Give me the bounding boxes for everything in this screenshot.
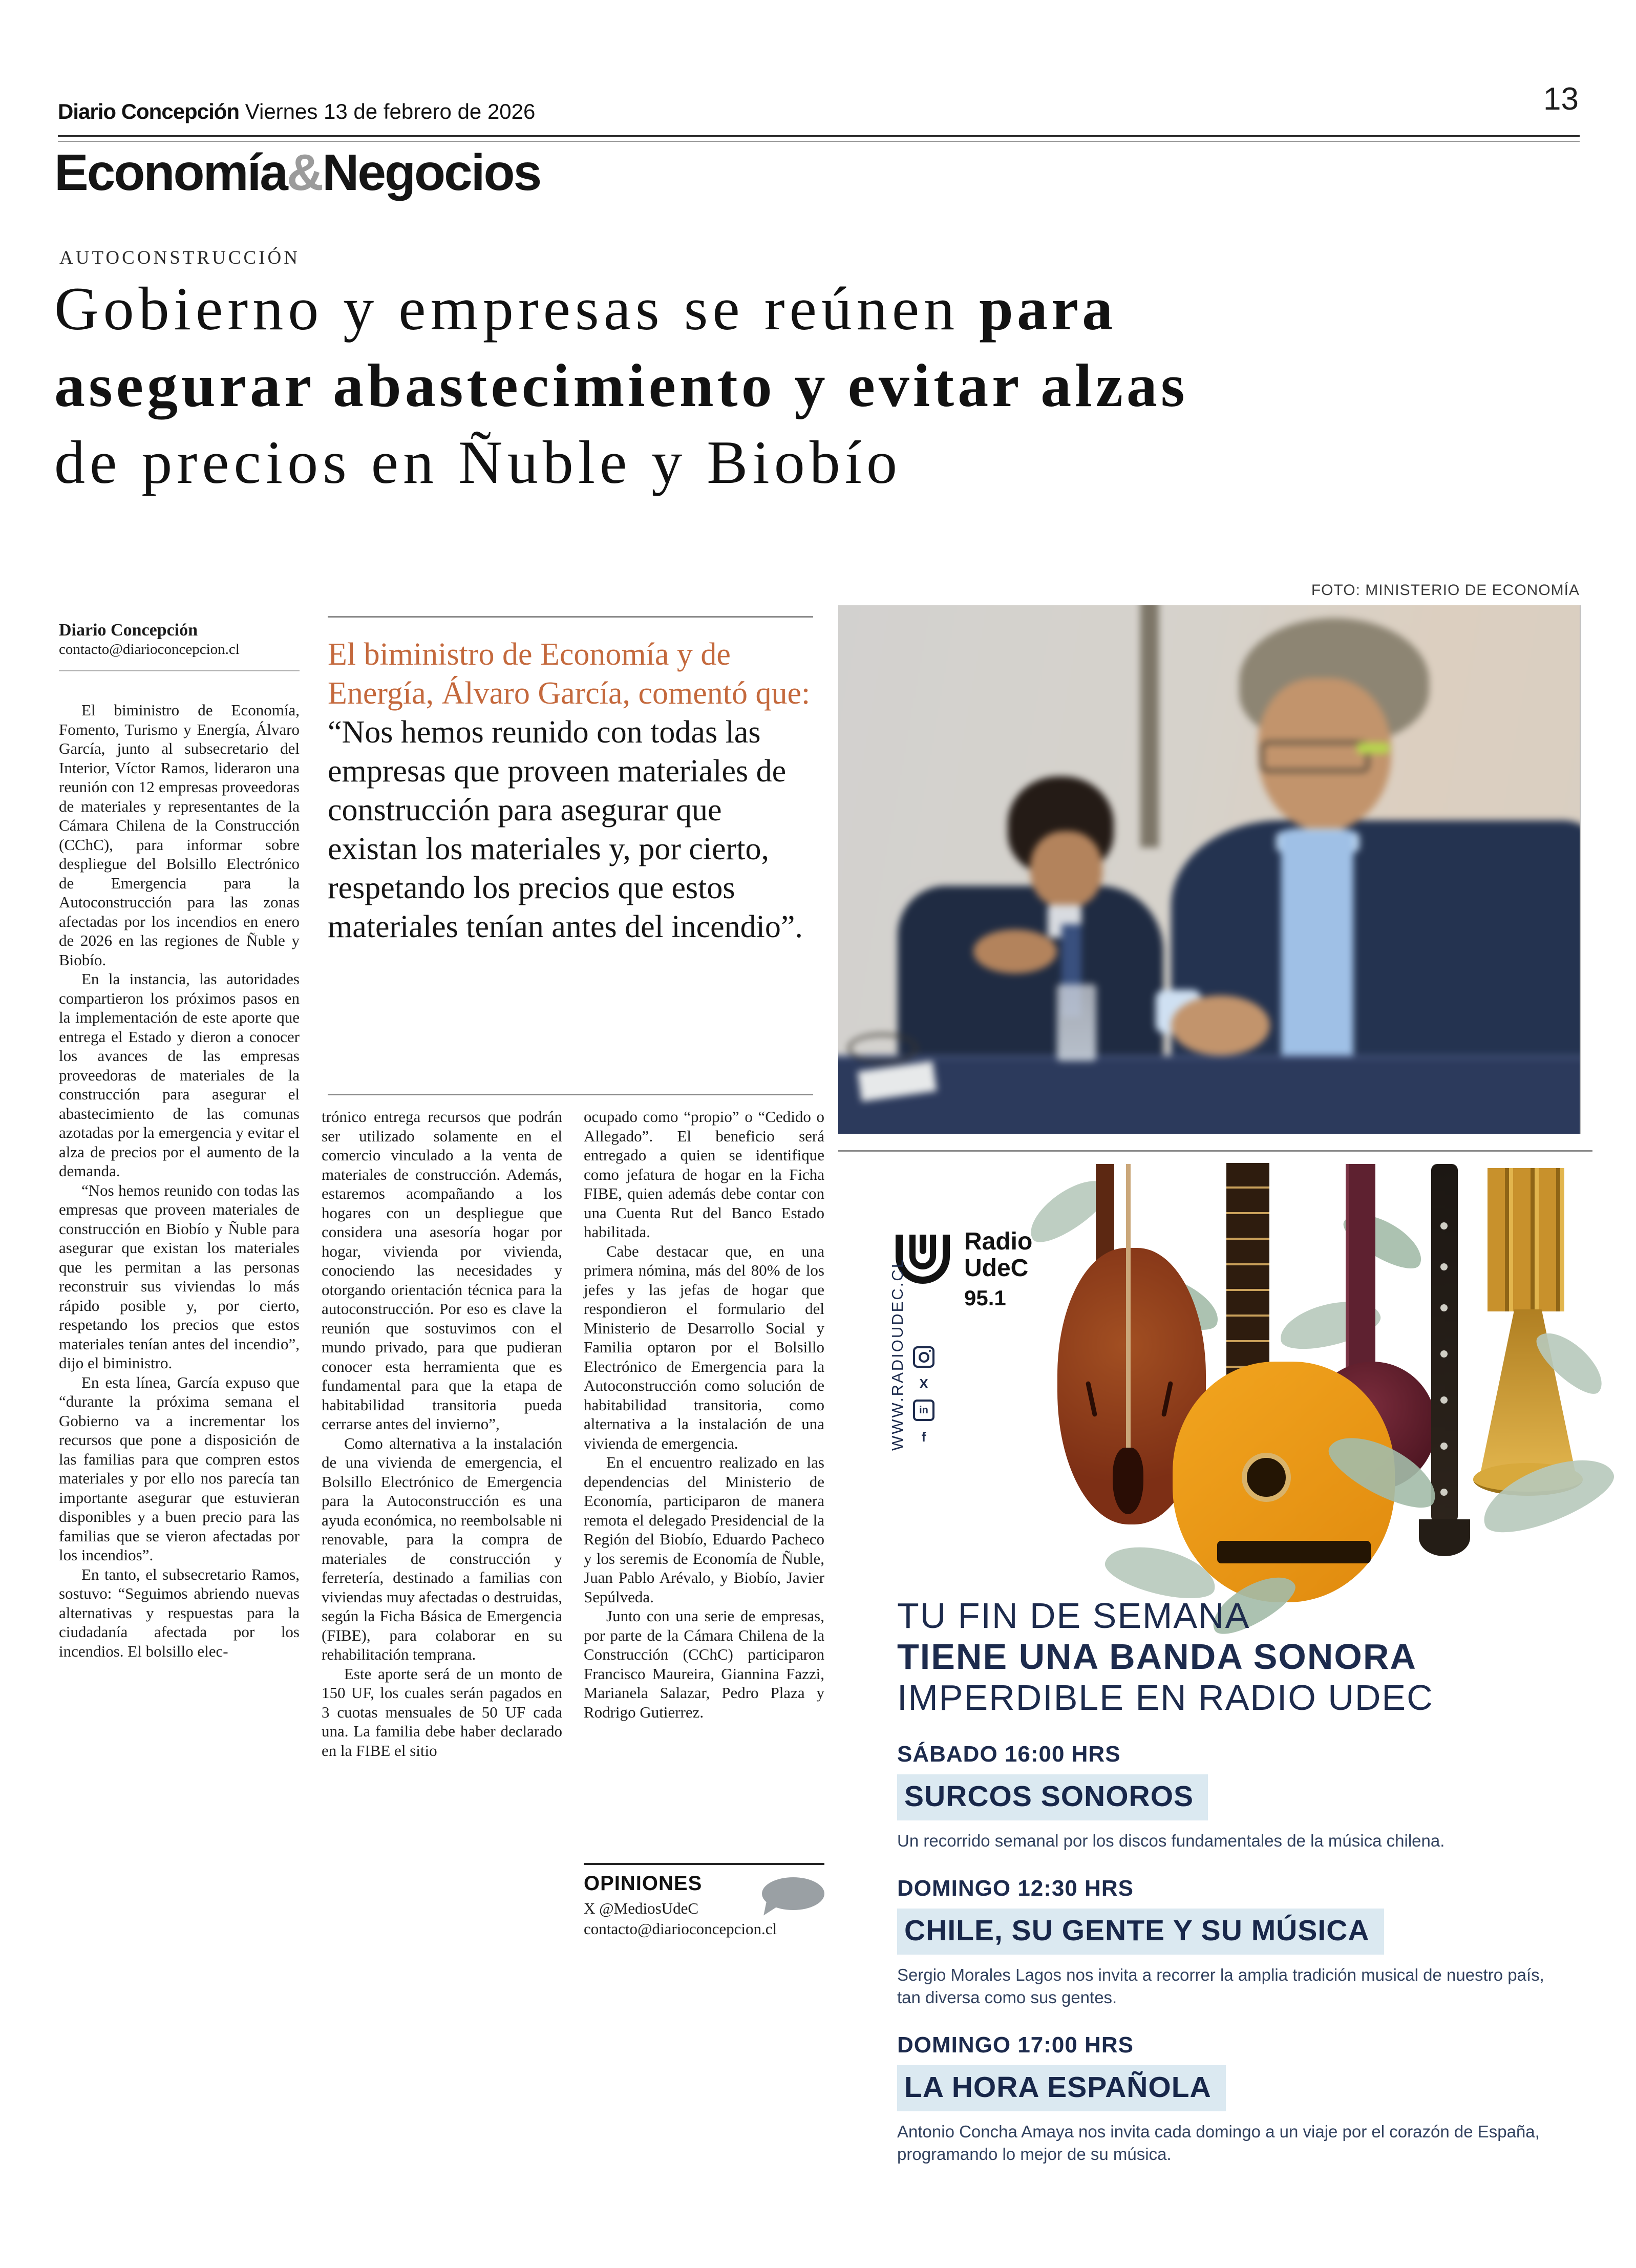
show-description: Antonio Concha Amaya nos invita cada domingo a un viaje por el corazón de España, programando lo mejor de su música.	[897, 2122, 1540, 2164]
trumpet-icon	[1488, 1168, 1564, 1311]
byline-rule	[59, 670, 300, 671]
masthead	[58, 99, 535, 124]
radio-udec-ad[interactable]	[838, 1150, 1592, 2164]
x-icon[interactable]: X	[919, 1375, 928, 1391]
station-name: Radio UdeC	[964, 1228, 1033, 1282]
opinions-title: OPINIONES	[584, 1872, 703, 1895]
tanpura-icon	[1346, 1164, 1375, 1384]
schedule-item	[897, 1876, 1563, 2009]
pull-quote-rule	[328, 1094, 813, 1095]
ad-schedule	[897, 1742, 1563, 2166]
show-time: DOMINGO 12:30 HRS	[897, 1876, 1134, 1901]
body-paragraph: En el encuentro realizado en las dependencias del Ministerio de Economía, participaron de manera remota el delegado Presidencial de la Región del Biobío, Eduardo Pacheco y los seremis de Economía de Ñuble, Juan Pablo Arévalo, y Biobío, Javier Sepúlveda.	[584, 1453, 824, 1606]
body-paragraph: “Nos hemos reunido con todas las empresas que proveen materiales de construcción en Biobío y Ñuble para asegurar que existan los materiales que les permitan a las personas reconstruir sus viviendas lo más rápido posible y, por cierto, respetando los precios que estos materiales tenían antes del incendio”, dijo el biministro.	[59, 1181, 300, 1372]
section-ampersand: &	[286, 144, 323, 201]
body-paragraph: En la instancia, las autoridades compartieron los próximos pasos en la implementación de este aporte que entrega el Estado y dieron a conocer los avances de las empresas proveedoras de materiales de la construcción para asegurar el abastecimiento de las comunas azotadas por la emergencia y evitar el alza de precios por el aumento de la demanda.	[59, 970, 300, 1180]
article-photo	[838, 605, 1581, 1134]
ad-content	[897, 1595, 1563, 2166]
station-website[interactable]: WWW.RADIOUDEC.CL	[888, 1258, 906, 1451]
show-title: LA HORA ESPAÑOLA	[897, 2065, 1226, 2111]
clarinet-icon	[1431, 1164, 1458, 1522]
show-time: SÁBADO 16:00 HRS	[897, 1742, 1121, 1767]
body-paragraph: trónico entrega recursos que podrán ser utilizado solamente en el comercio vinculado a la venta de materiales de construcción. Además, estaremos acompañando a los hogares con un despliegue que considera una asesoría hogar por hogar, vivienda por vivienda, conociendo las necesidades y otorgando orientación técnica para la autoconstrucción. Por eso es clave la reunión que sostuvimos con el mundo privado, para que pudieran conocer esta herramienta que es fundamental para que la etapa de habitabilidad transitoria pueda cerrarse antes del invierno”,	[322, 1108, 562, 1433]
schedule-item	[897, 1742, 1563, 1852]
masthead-date: Viernes 13 de febrero de 2026	[239, 99, 536, 123]
photo-credit: FOTO: MINISTERIO DE ECONOMÍA	[1311, 582, 1580, 599]
station-frequency: 95.1	[964, 1286, 1006, 1310]
article-headline: Gobierno y empresas se reúnen para asegurar abastecimiento y evitar alzas de precios en Ñuble y Biobío	[54, 274, 1188, 496]
pull-quote	[328, 616, 813, 946]
body-paragraph: Cabe destacar que, en una primera nómina, más del 80% de los jefes y las jefas de hogar que respondieron el formulario del Ministerio de Desarrollo Social y Familia optaron por el Bolsillo Electrónico de Emergencia para la Autoconstrucción como solución de habitabilidad transitoria, como alternativa a la instalación de una vivienda de emergencia.	[584, 1242, 824, 1452]
opinions-x-handle[interactable]: X @MediosUdeC	[584, 1899, 699, 1917]
body-paragraph: En tanto, el subsecretario Ramos, sostuvo: “Seguimos abriendo nuevas alternativas y respuestas para la ciudadanía afectada por los incendios. El bolsillo elec-	[59, 1565, 300, 1660]
opinions-email[interactable]: contacto@diarioconcepcion.cl	[584, 1920, 777, 1938]
photo-scene	[838, 605, 1581, 1134]
section-title: Economía&Negocios	[54, 144, 541, 201]
instagram-icon[interactable]	[913, 1346, 934, 1368]
body-paragraph: Este aporte será de un monto de 150 UF, los cuales serán pagados en 3 cuotas mensuales de 50 UF cada una. La familia debe haber declarado en la FIBE el sitio	[322, 1664, 562, 1760]
social-icons	[913, 1346, 934, 1446]
body-paragraph: En esta línea, García expuso que “durante la próxima semana el Gobierno va a incrementar los recursos que pone a disposición de las familias para que compren estos materiales y por ello nos parecía tan importante asegurar que estuvieran disponibles y a buen precio para las familias que se vieron afectadas por los incendios”.	[59, 1373, 300, 1564]
show-title: SURCOS SONOROS	[897, 1774, 1208, 1820]
schedule-item	[897, 2032, 1563, 2166]
pull-quote-lead: El biministro de Economía y de Energía, Álvaro García, comentó que:	[328, 637, 811, 711]
body-paragraph: Junto con una serie de empresas, por parte de la Cámara Chilena de la Construcción (CChC) participaron Francisco Maureira, Giannina Fazzi, Marianela Salazar, Pedro Plaza y Rodrigo Gutierrez.	[584, 1607, 824, 1721]
show-time: DOMINGO 17:00 HRS	[897, 2032, 1134, 2058]
page-number: 13	[1543, 81, 1579, 117]
masthead-brand: Diario Concepción	[58, 99, 240, 123]
body-column-2	[322, 1107, 562, 1906]
show-description: Sergio Morales Lagos nos invita a recorrer la amplia tradición musical de nuestro país, tan diversa como sus gentes.	[897, 1965, 1544, 2007]
body-paragraph: Como alternativa a la instalación de una vivienda de emergencia, el Bolsillo Electrónico de Emergencia para la Autoconstrucción es una ayuda económica, no reembolsable ni renovable, para la compra de materiales de construcción y ferretería, destinado a familias con viviendas muy afectadas o destruidas, según la Ficha Básica de Emergencia (FIBE), para colaborar en su rehabilitación temprana.	[322, 1434, 562, 1663]
body-paragraph: ocupado como “propio” o “Cedido o Allegado”. El beneficio será entregado a quien se identifique como jefatura de hogar en la Ficha FIBE, quien además debe contar con una Cuenta Rut del Banco Estado habilitada.	[584, 1108, 824, 1241]
linkedin-icon[interactable]: in	[913, 1400, 934, 1421]
byline-email[interactable]: contacto@diarioconcepcion.cl	[59, 641, 240, 658]
guitar-icon	[1226, 1163, 1269, 1383]
opinions-block	[584, 1863, 824, 1938]
body-column-3	[584, 1107, 824, 1860]
instruments-illustration	[1038, 1161, 1592, 1612]
pull-quote-text: “Nos hemos reunido con todas las empresas que proveen materiales de construcción para asegurar que existan los materiales y, por cierto, respetando los precios que estos materiales tenían antes del incendio”.	[328, 715, 803, 944]
speech-bubble-icon	[762, 1877, 824, 1910]
byline	[59, 621, 300, 658]
body-paragraph: El biministro de Economía, Fomento, Turismo y Energía, Álvaro García, junto al subsecretario del Interior, Víctor Ramos, lideraron una reunión con 12 empresas proveedoras de materiales y representantes de la Cámara Chilena de la Construcción (CChC), para informar sobre despliegue del Bolsillo Electrónico de Emergencia para la Autoconstrucción para las zonas afectadas por los incendios en enero de 2026 en las regiones de Ñuble y Biobío.	[59, 701, 300, 969]
body-column-1	[59, 701, 300, 1894]
ad-headline: TU FIN DE SEMANA TIENE UNA BANDA SONORA IMPERDIBLE EN RADIO UDEC	[897, 1596, 1434, 1718]
show-description: Un recorrido semanal por los discos fundamentales de la música chilena.	[897, 1831, 1445, 1850]
article-kicker: AUTOCONSTRUCCIÓN	[59, 247, 300, 268]
facebook-icon[interactable]: f	[921, 1429, 926, 1445]
byline-author: Diario Concepción	[59, 621, 198, 640]
show-title: CHILE, SU GENTE Y SU MÚSICA	[897, 1909, 1384, 1955]
masthead-rule	[58, 135, 1580, 142]
